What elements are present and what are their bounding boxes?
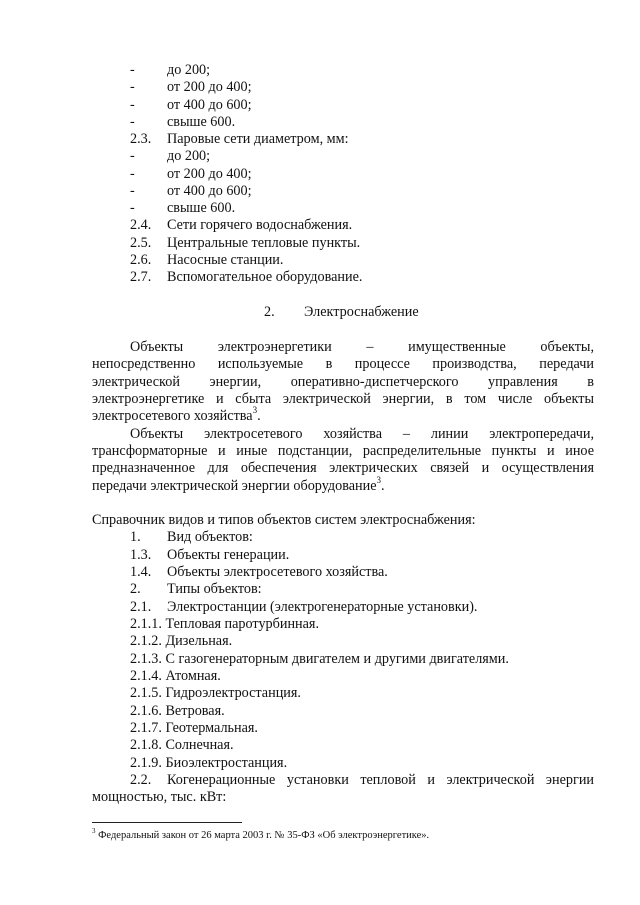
list-num: - — [130, 79, 135, 95]
list-num: 1.4. — [130, 564, 152, 580]
list-num: - — [130, 200, 135, 216]
list-item: Паровые сети диаметром, мм: — [167, 131, 349, 147]
list-num: 1.3. — [130, 547, 152, 563]
list-item: Объекты генерации. — [167, 547, 290, 563]
list-item: 2.1.5. Гидроэлектростанция. — [130, 685, 301, 701]
list-item: до 200; — [167, 62, 211, 78]
list-num: 2.1. — [130, 599, 152, 615]
list-num: - — [130, 166, 135, 182]
footnote-number: 3 — [92, 826, 96, 835]
paragraph-line: Объекты электроэнергетики – имущественные объекты, — [130, 339, 594, 355]
list-item-continuation: мощностью, тыс. кВт: — [92, 789, 227, 805]
list-item: 2.1.7. Геотермальная. — [130, 720, 258, 736]
footnote — [92, 826, 430, 842]
list-item: 2.1.2. Дизельная. — [130, 633, 233, 649]
list-item: до 200; — [167, 148, 211, 164]
list-item: свыше 600. — [167, 200, 236, 216]
list-item: от 400 до 600; — [167, 183, 252, 199]
section-title: Электроснабжение — [304, 304, 419, 320]
list-num: 2.4. — [130, 217, 152, 233]
list-item: 2.1.6. Ветровая. — [130, 703, 225, 719]
list-item: свыше 600. — [167, 114, 236, 130]
list-item: Электростанции (электрогенераторные установки). — [167, 599, 478, 615]
list-item: 2.1.4. Атомная. — [130, 668, 221, 684]
list-item: Типы объектов: — [167, 581, 262, 597]
paragraph-line: передачи электрической энергии оборудование$^3$. — [92, 475, 385, 494]
section-number: 2. — [264, 304, 275, 320]
list-num: 2.7. — [130, 269, 152, 285]
list-num: 2. — [130, 581, 141, 597]
reference-heading: Справочник видов и типов объектов систем электроснабжения: — [92, 512, 476, 528]
list-num: - — [130, 148, 135, 164]
list-item: Сети горячего водоснабжения. — [167, 217, 353, 233]
paragraph-line: предназначенное для обеспечения электрических связей и осуществления — [92, 460, 594, 476]
list-item: Когенерационные установки тепловой и электрической энергии — [167, 772, 594, 788]
list-item: 2.1.3. С газогенераторным двигателем и другими двигателями. — [130, 651, 509, 667]
list-item: Насосные станции. — [167, 252, 284, 268]
paragraph-line: трансформаторные и иные подстанции, распределительные пункты и иное — [92, 443, 594, 459]
footnote-ref: 3 — [376, 475, 382, 486]
list-item: от 200 до 400; — [167, 79, 252, 95]
list-item: от 200 до 400; — [167, 166, 252, 182]
list-item: Вид объектов: — [167, 529, 253, 545]
list-num: 2.6. — [130, 252, 152, 268]
list-num: 2.2. — [130, 772, 152, 788]
list-num: - — [130, 62, 135, 78]
list-num: - — [130, 183, 135, 199]
list-item: 2.1.8. Солнечная. — [130, 737, 234, 753]
list-item: 2.1.9. Биоэлектростанция. — [130, 755, 288, 771]
list-item: Объекты электросетевого хозяйства. — [167, 564, 388, 580]
paragraph-line: электросетевого хозяйства$^3$. — [92, 405, 261, 424]
paragraph-line: электроэнергетике и сбыта электрической энергии, в том числе объекты — [92, 391, 594, 407]
footnote-separator — [92, 822, 242, 823]
list-item: 2.1.1. Тепловая паротурбинная. — [130, 616, 319, 632]
paragraph-line: непосредственно используемые в процессе производства, передачи — [92, 356, 594, 372]
list-num: 2.5. — [130, 235, 152, 251]
list-num: - — [130, 97, 135, 113]
footnote-text: Федеральный закон от 26 марта 2003 г. № 35-ФЗ «Об электроэнергетике». — [95, 830, 430, 841]
paragraph-line: электрической энергии, оперативно-диспетчерского управления в — [92, 374, 594, 390]
list-item: Вспомогательное оборудование. — [167, 269, 363, 285]
list-num: 2.3. — [130, 131, 152, 147]
list-item: Центральные тепловые пункты. — [167, 235, 361, 251]
footnote-ref: 3 — [252, 405, 258, 416]
list-num: - — [130, 114, 135, 130]
list-num: 1. — [130, 529, 141, 545]
paragraph-line: Объекты электросетевого хозяйства – линии электропередачи, — [130, 426, 594, 442]
list-item: от 400 до 600; — [167, 97, 252, 113]
